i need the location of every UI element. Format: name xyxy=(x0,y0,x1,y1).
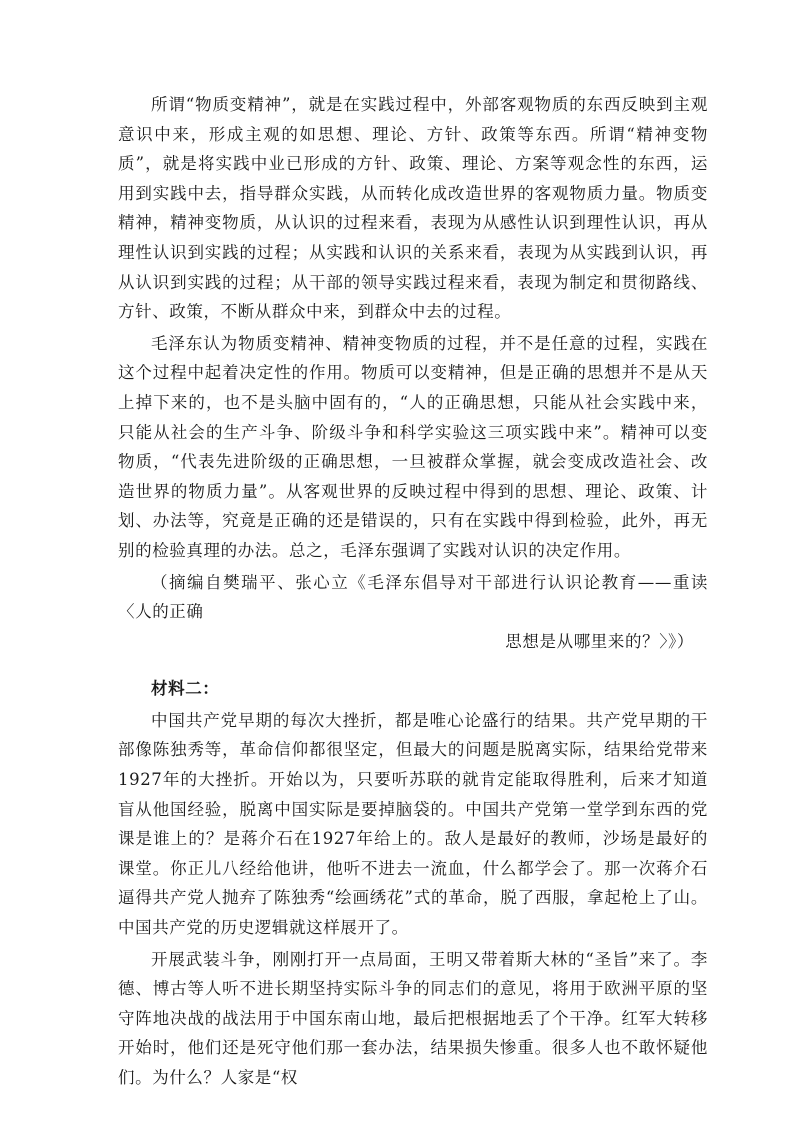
document-body xyxy=(118,90,708,1093)
citation xyxy=(118,568,708,657)
paragraph-mao-practice: 毛泽东认为物质变精神、精神变物质的过程，并不是任意的过程，实践在这个过程中起着决定性的作用。物质可以变精神，但是正确的思想并不是从天上掉下来的，也不是头脑中固有的，“人的正确思想，只能从社会实践中来，只能从社会的生产斗争、阶级斗争和科学实验这三项实践中来”。精神可以变物质，“代表先进阶级的正确思想，一旦被群众掌握，就会变成改造社会、改造世界的物质力量”。从客观世界的反映过程中得到的思想、理论、政策、计划、办法等，究竟是正确的还是错误的，只有在实践中得到检验，此外，再无别的检验真理的办法。总之，毛泽东强调了实践对认识的决定作用。 xyxy=(118,333,708,560)
paragraph-material-physical-spirit: 所谓“物质变精神”，就是在实践过程中，外部客观物质的东西反映到主观意识中来，形成主观的如思想、理论、方针、政策等东西。所谓“精神变物质”，就是将实践中业已形成的方针、政策、理论、方案等观念性的东西，运用到实践中去，指导群众实践，从而转化成改造世界的客观物质力量。物质变精神，精神变物质，从认识的过程来看，表现为从感性认识到理性认识，再从理性认识到实践的过程；从实践和认识的关系来看，表现为从实践到认识，再从认识到实践的过程；从干部的领导实践过程来看，表现为制定和贯彻路线、方针、政策，不断从群众中来，到群众中去的过程。 xyxy=(118,95,708,322)
paragraph-party-setbacks: 中国共产党早期的每次大挫折，都是唯心论盛行的结果。共产党早期的干部像陈独秀等，革命信仰都很坚定，但最大的问题是脱离实际，结果给党带来1927年的大挫折。开始以为，只要听苏联的就肯定能取得胜利，后来才知道盲从他国经验，脱离中国实际是要掉脑袋的。中国共产党第一堂学到东西的党课是谁上的？是蒋介石在1927年给上的。敌人是最好的教师，沙场是最好的课堂。你正儿八经给他讲，他听不进去一流血，什么都学会了。那一次蒋介石逼得共产党人抛弃了陈独秀“绘画绣花”式的革命，脱了西服，拿起枪上了山。中国共产党的历史逻辑就这样展开了。 xyxy=(118,710,708,938)
paragraph-armed-struggle: 开展武装斗争，刚刚打开一点局面，王明又带着斯大林的“圣旨”来了。李德、博古等人听不进长期坚持实际斗争的同志们的意见，将用于欧洲平原的坚守阵地决战的战法用于中国东南山地，最后把根据地丢了个干净。红军大转移开始时，他们还是死守他们那一套办法，结果损失惨重。很多人也不敢怀疑他们。为什么？人家是“权 xyxy=(118,949,708,1087)
material-two-heading: 材料二： xyxy=(151,679,220,699)
citation-line-2: 思想是从哪里来的？〉》） xyxy=(505,631,694,651)
citation-line-1: （摘编自樊瑞平、张心立《毛泽东倡导对干部进行认识论教育——重读〈人的正确 xyxy=(118,572,708,622)
